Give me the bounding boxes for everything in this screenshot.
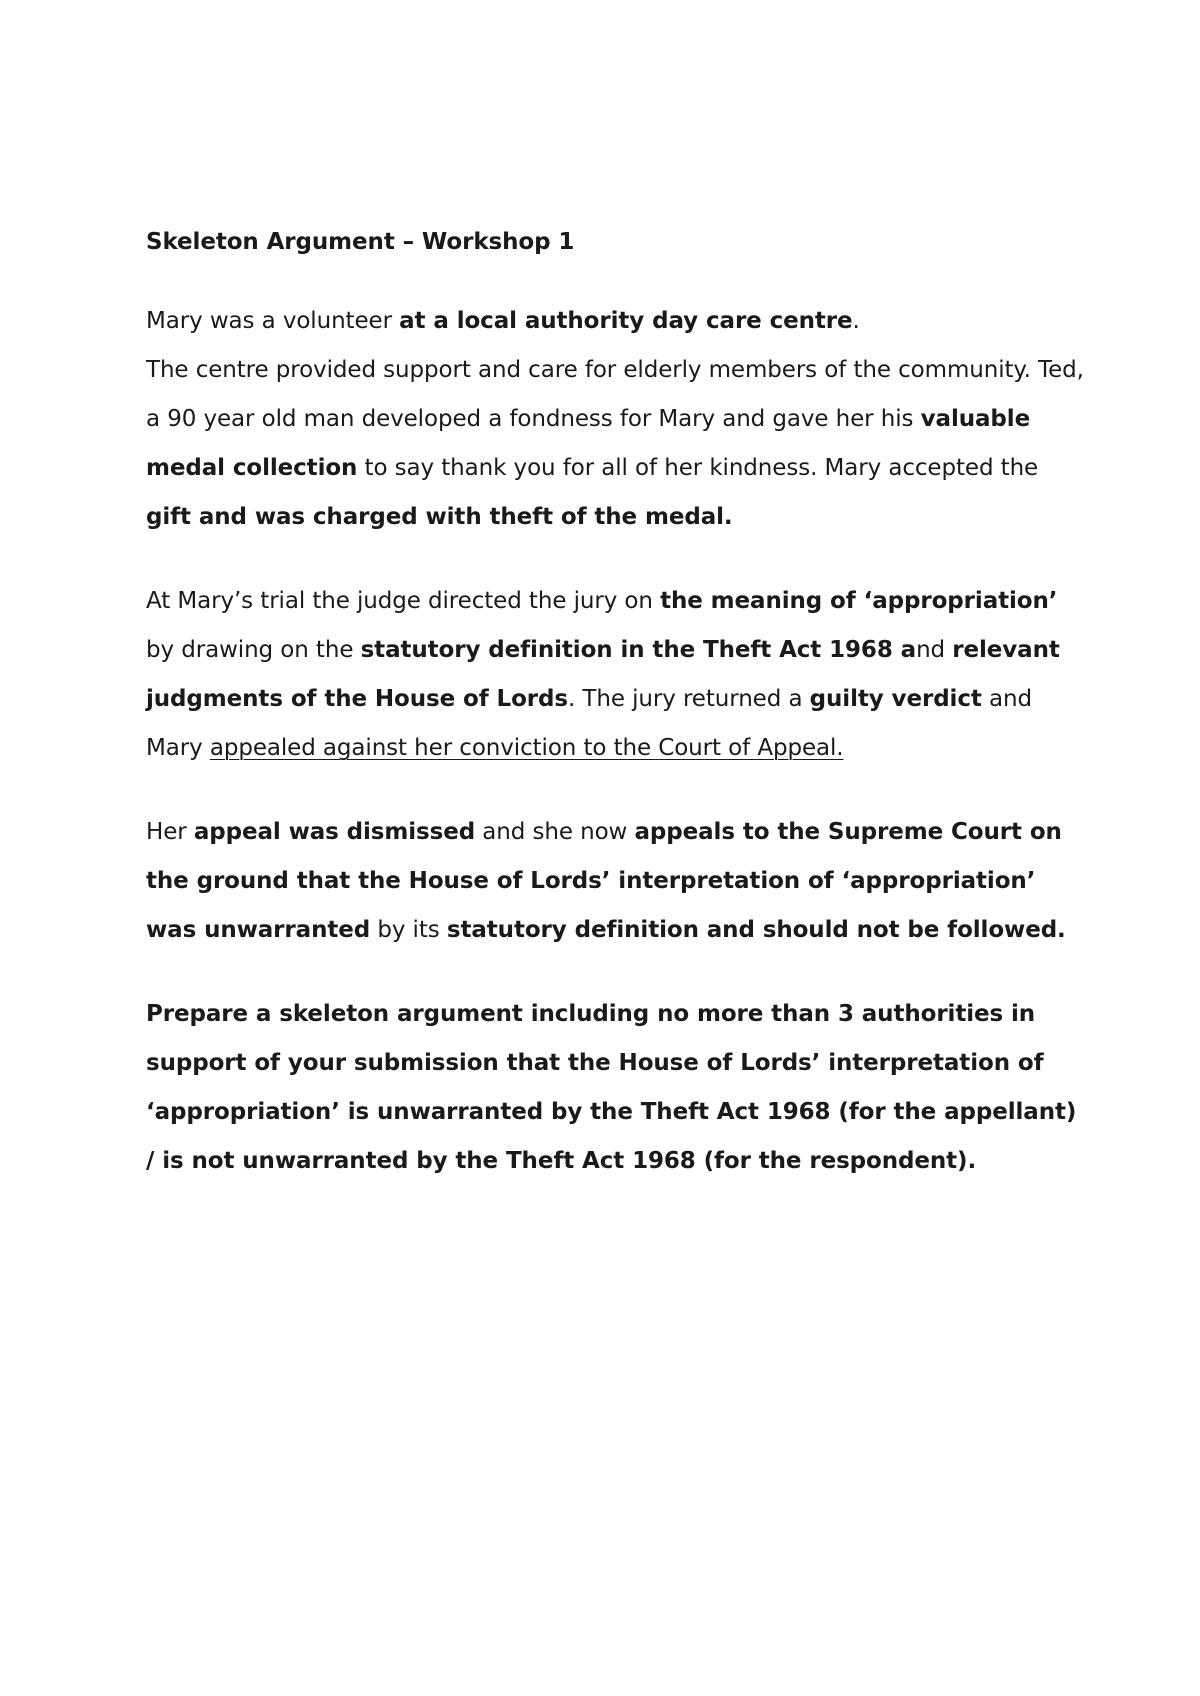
bold-text-run: appeal was dismissed	[193, 819, 476, 845]
bold-text-run: relevant judgments of the House of Lords	[146, 637, 1060, 712]
text-run: Mary was a volunteer	[146, 308, 400, 334]
text-run: to say thank you for all of her kindness. Mary accepted the	[357, 455, 1039, 481]
bold-text-run: statutory definition in the Theft Act 1968 a	[360, 637, 917, 663]
text-run: by drawing on the	[146, 637, 361, 663]
document-body	[146, 222, 1086, 1221]
bold-text-run: gift and was charged with theft of the medal.	[146, 504, 733, 530]
text-run: Her	[146, 819, 194, 845]
underlined-text-run: appealed against her conviction to the Court of Appeal.	[209, 735, 844, 761]
document-title: Skeleton Argument – Workshop 1	[146, 229, 575, 255]
paragraph-facts-body	[146, 346, 1086, 542]
text-run: .	[852, 308, 860, 334]
text-run: by its	[370, 917, 447, 943]
bold-text-run: at a local authority day care centre	[399, 308, 853, 334]
text-run: and Mary	[146, 686, 1032, 761]
text-run: . The jury returned a	[568, 686, 810, 712]
paragraph-facts-line1	[146, 297, 1086, 346]
text-run: At Mary’s trial the judge directed the jury on	[146, 588, 661, 614]
paragraph-trial	[146, 577, 1086, 773]
text-run: The centre provided support and care for elderly members of the community. Ted, a 90 year old man developed a fondness for Mary and gave her his	[146, 357, 1084, 432]
text-run: nd	[916, 637, 953, 663]
paragraph-appeal	[146, 808, 1086, 955]
paragraph-task: Prepare a skeleton argument including no more than 3 authorities in support of your submission that the House of Lords’ interpretation of ‘appropriation’ is unwarranted by the Theft Act 1968 (for the appellant) / is not unwarranted by the Theft Act 1968 (for the respondent).	[146, 1001, 1077, 1174]
paragraph-facts	[146, 297, 1086, 542]
bold-text-run: statutory definition and should not be followed.	[446, 917, 1066, 943]
bold-text-run: the meaning of ‘appropriation’	[660, 588, 1058, 614]
bold-text-run: guilty verdict	[809, 686, 982, 712]
text-run: and she now	[475, 819, 635, 845]
bold-text-run: appeals to the Supreme Court on the ground that the House of Lords’ interpretation of ‘appropriation’ was unwarranted	[146, 819, 1062, 943]
bold-text-run: valuable medal collection	[146, 406, 1031, 481]
